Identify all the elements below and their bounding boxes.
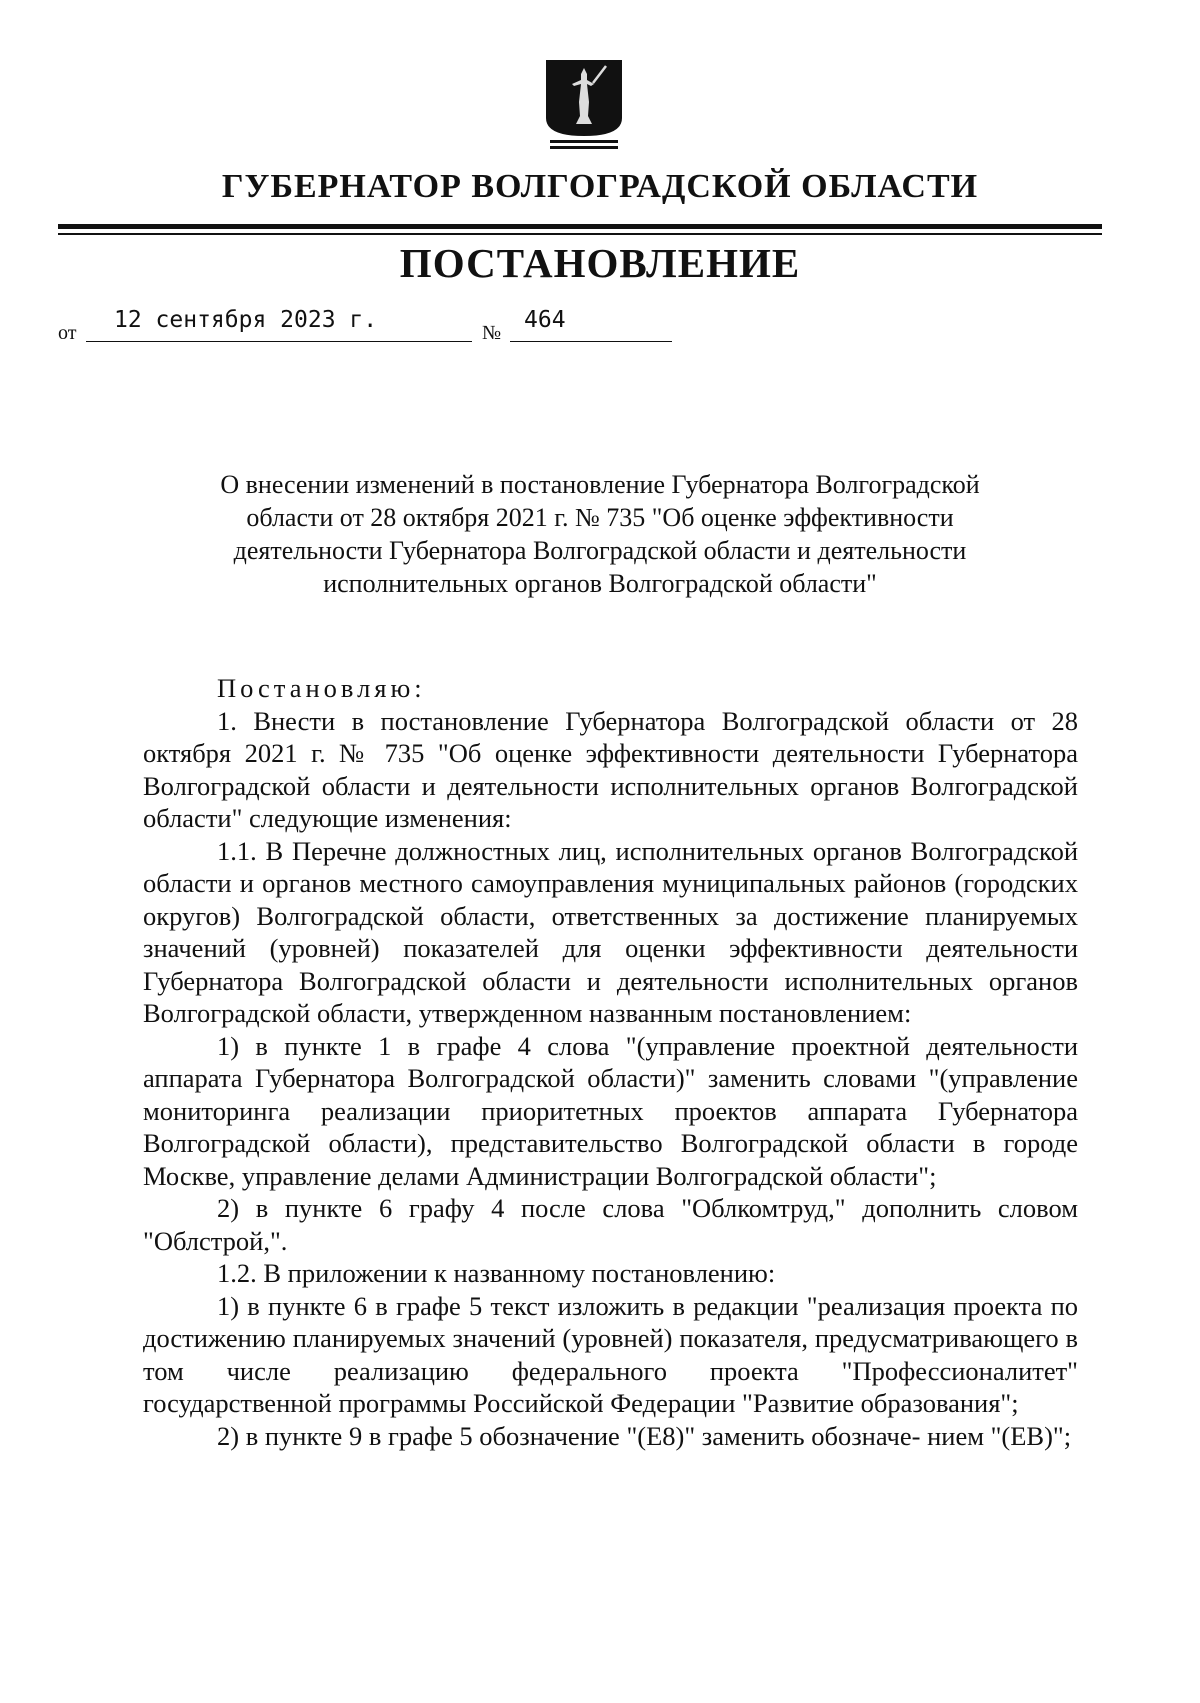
subject-line: исполнительных органов Волгоградской области" xyxy=(323,569,877,598)
header-divider-thin xyxy=(58,233,1102,235)
body-paragraph: 2) в пункте 9 в графе 5 обозначение "(Е8)" заменить обозначе- нием "(ЕВ)"; xyxy=(217,1420,1072,1451)
decree-word: Постановляю: xyxy=(217,673,426,703)
date-underline xyxy=(86,341,472,342)
number-underline xyxy=(510,341,672,342)
document-body xyxy=(143,672,1078,1452)
date-label: от xyxy=(58,322,77,344)
document-date: 12 сентября 2023 г. xyxy=(114,307,378,333)
document-type: ПОСТАНОВЛЕНИЕ xyxy=(399,240,801,286)
body-paragraph: 2) в пункте 6 графу 4 после слова "Облкомтруд," дополнить словом "Облстрой,". xyxy=(143,1193,1078,1256)
header-divider xyxy=(58,224,1102,229)
number-label: № xyxy=(482,322,502,344)
body-paragraph: 1) в пункте 1 в графе 4 слова "(управление проектной деятельности аппарата Губернатора Волгоградской области)" заменить словами "(управление мониторинга реализации приоритетных проектов аппарата Губернатора Волгоградской области), представительство Волгоградской области в городе Москве, управление делами Администрации Волгоградской области"; xyxy=(143,1030,1078,1191)
body-paragraph: 1) в пункте 6 в графе 5 текст изложить в редакции "реализация проекта по достижению планируемых значений (уровней) показателя, предусматривающего в том числе реализацию федерального проекта "Профессионалитет" государственной программы Российской Федерации "Развитие образования"; xyxy=(143,1290,1078,1418)
document-number: 464 xyxy=(524,307,566,333)
body-paragraph: 1. Внести в постановление Губернатора Волгоградской области от 28 октября 2021 г. № 735 "Об оценке эффективности деятельности Губернатора Волгоградской области и деятельности исполнительных органов Волгоградской области" следующие изменения: xyxy=(143,705,1078,833)
body-paragraph: 1.1. В Перечне должностных лиц, исполнительных органов Волгоградской области и органов местного самоуправления муниципальных районов (городских округов) Волгоградской области, ответственных за достижение планируемых значений (уровней) показателей для оценки эффективности деятельности Губернатора Волгоградской области и деятельности исполнительных органов Волгоградской области, утвержденном названным постановлением: xyxy=(143,835,1078,1028)
subject-line: области от 28 октября 2021 г. № 735 "Об оценке эффективности xyxy=(246,503,954,532)
volgograd-emblem-icon xyxy=(544,58,624,151)
body-paragraph: 1.2. В приложении к названному постановлению: xyxy=(217,1258,776,1288)
document-subject xyxy=(160,468,1040,600)
subject-line: О внесении изменений в постановление Губернатора Волгоградской xyxy=(220,470,980,499)
subject-line: деятельности Губернатора Волгоградской области и деятельности xyxy=(233,536,967,565)
authority-title: ГУБЕРНАТОР ВОЛГОГРАДСКОЙ ОБЛАСТИ xyxy=(221,168,979,205)
